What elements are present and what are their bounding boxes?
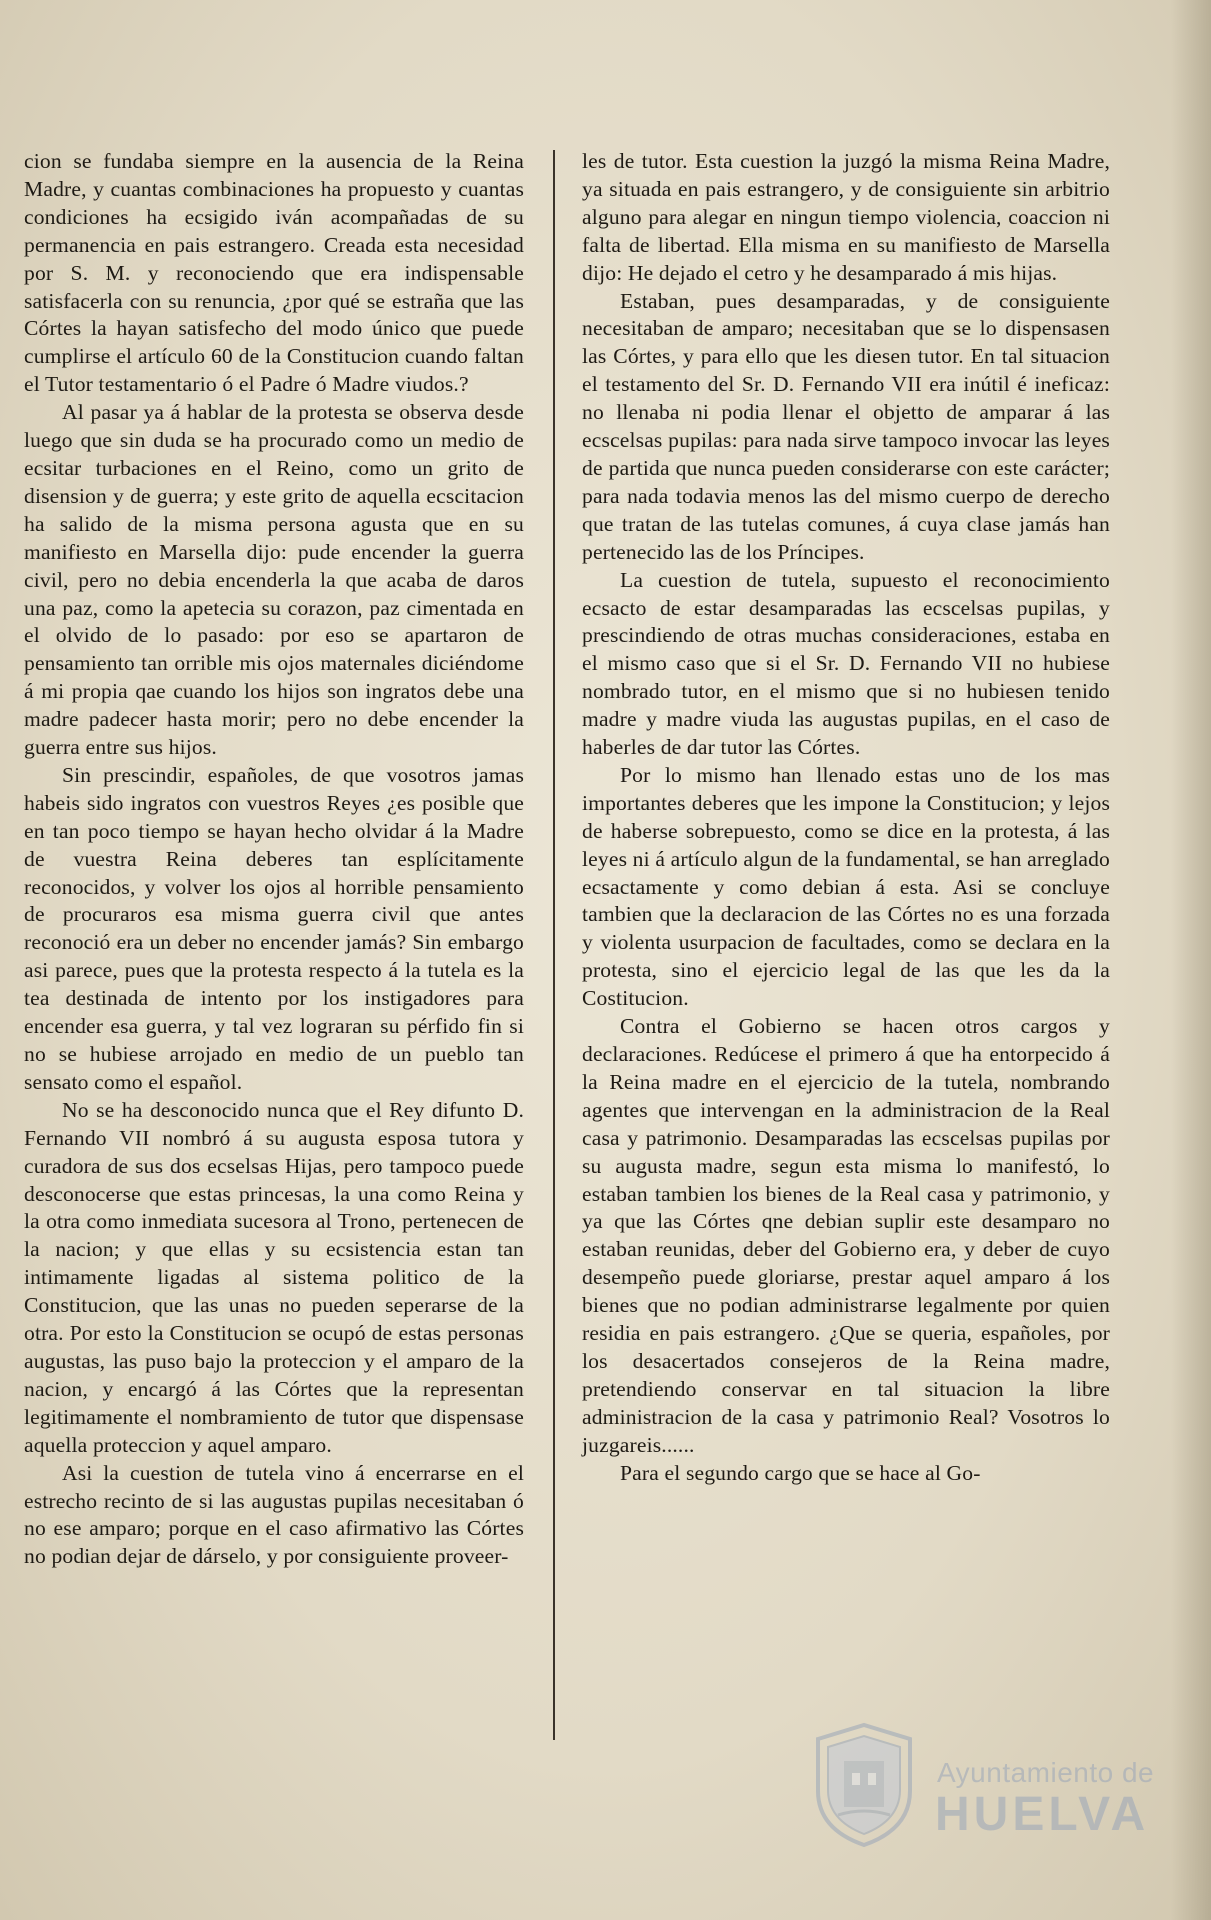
left-text-column xyxy=(24,148,524,1571)
watermark-top-line: Ayuntamiento de xyxy=(937,1757,1155,1788)
paragraph: Asi la cuestion de tutela vino á encerrarse en el estrecho recinto de si las augustas pupilas necesitaban ó no ese amparo; porque en el caso afirmativo las Córtes no podian dejar de dárselo, y por consiguiente proveer- xyxy=(24,1460,524,1569)
right-text-column xyxy=(582,148,1110,1488)
column-divider xyxy=(553,150,555,1740)
paragraph: Al pasar ya á hablar de la protesta se observa desde luego que sin duda se ha procurado como un medio de ecsitar turbaciones en el Reino, como un grito de disension y de guerra; y este grito de aquella ecscitacion ha salido de la misma persona agusta que en su manifiesto en Marsella dijo: pude encender la guerra civil, pero no debia encenderla la que acaba de daros una paz, como la apetecia su corazon, paz cimentada en el olvido de lo pasado: por eso se apartaron de pensamiento tan orrible mis ojos maternales diciéndome á mi propia qae cuando los hijos son ingratos debe una madre padecer hasta morir; pero no debe encender la guerra entre sus hijos. xyxy=(24,400,524,760)
paragraph: La cuestion de tutela, supuesto el reconocimiento ecsacto de estar desamparadas las ecscelsas pupilas, y prescindiendo de otras muchas consideraciones, estaba en el mismo caso que si el Sr. D. Fernando VII no hubiese nombrado tutor, en el mismo que si no hubiesen tenido madre y madre viuda las augustas pupilas, en el caso de haberles de dar tutor las Córtes. xyxy=(582,567,1110,760)
watermark-main-line: HUELVA xyxy=(935,1788,1150,1841)
watermark xyxy=(800,1715,1180,1865)
paragraph: Para el segundo cargo que se hace al Go- xyxy=(620,1460,981,1485)
paragraph: Contra el Gobierno se hacen otros cargos y declaraciones. Redúcese el primero á que ha entorpecido á la Reina madre en el ejercicio de la tutela, nombrando agentes que intervengan en la administracion de la Real casa y patrimonio. Desamparadas las ecscelsas pupilas por su augusta madre, segun esta misma lo manifestó, lo estaban tambien los bienes de la Real casa y patrimonio, y ya que las Córtes qne debian suplir este desamparo no estaban reunidas, deber del Gobierno era, y deber de cuyo desempeño puede gloriarse, prestar aquel amparo á los bienes que no podian administrarse legalmente por quien residia en pais estrangero. ¿Que se queria, españoles, por los desacertados consejeros de la Reina madre, pretendiendo conservar en tal situacion la libre administracion de la casa y patrimonio Real? Vosotros lo juzgareis...... xyxy=(582,1014,1110,1457)
paragraph: Por lo mismo han llenado estas uno de los mas importantes deberes que les impone la Constitucion; y lejos de haberse sobrepuesto, como se dice en la protesta, á las leyes ni á artículo algun de la fundamental, se han arreglado ecsactamente y como debian á esta. Asi se concluye tambien que la declaracion de las Córtes no es una forzada y violenta usurpacion de facultades, como se declara en la protesta, sino el ejercicio legal de las que les da la Costitucion. xyxy=(582,762,1110,1011)
paragraph: cion se fundaba siempre en la ausencia de la Reina Madre, y cuantas combinaciones ha propuesto y cuantas condiciones ha ecsigido iván acompañadas de su permanencia en pais estrangero. Creada esta necesidad por S. M. y reconociendo que era indispensable satisfacerla con su renuncia, ¿por qué se estraña que las Córtes la hayan satisfecho del modo único que puede cumplirse el artículo 60 de la Constitucion cuando faltan el Tutor testamentario ó el Padre ó Madre viudos.? xyxy=(24,149,524,397)
paragraph: les de tutor. Esta cuestion la juzgó la misma Reina Madre, ya situada en pais estrangero, y de consiguiente sin arbitrio alguno para alegar en ningun tiempo violencia, coaccion ni falta de libertad. Ella misma en su manifiesto de Marsella dijo: He dejado el cetro y he desamparado á mis hijas. xyxy=(582,149,1110,285)
coat-of-arms-icon xyxy=(808,1721,920,1849)
paragraph: No se ha desconocido nunca que el Rey difunto D. Fernando VII nombró á su augusta esposa tutora y curadora de sus dos ecselsas Hijas, pero tampoco puede desconocerse que estas princesas, la una como Reina y la otra como inmediata sucesora al Trono, pertenecen de la nacion; y que ellas y su ecsistencia estan tan intimamente ligadas al sistema politico de la Constitucion, que las unas no pueden seperarse de la otra. Por esto la Constitucion se ocupó de estas personas augustas, las puso bajo la proteccion y el amparo de la nacion, y encargó á las Córtes que la representan legitimamente el nombramiento de tutor que dispensase aquella proteccion y aquel amparo. xyxy=(24,1097,524,1457)
page-edge-shadow xyxy=(1171,0,1211,1920)
paragraph: Estaban, pues desamparadas, y de consiguiente necesitaban de amparo; necesitaban que se lo dispensasen las Córtes, y para ello que les diesen tutor. En tal situacion el testamento del Sr. D. Fernando VII era inútil é ineficaz: no llenaba ni podia llenar el objetto de amparar á las ecscelsas pupilas: para nada sirve tampoco invocar las leyes de partida que nunca pueden considerarse con este carácter; para nada todavia menos las del mismo cuerpo de derecho que tratan de las tutelas comunes, á cuya clase jamás han pertenecido las de los Príncipes. xyxy=(582,288,1110,564)
paragraph: Sin prescindir, españoles, de que vosotros jamas habeis sido ingratos con vuestros Reyes ¿es posible que en tan poco tiempo se hayan hecho olvidar á la Madre de vuestra Reina deberes tan esplícitamente reconocidos, y volver los ojos al horrible pensamiento de procuraros esa misma guerra civil que antes reconoció era un deber no encender jamás? Sin embargo asi parece, pues que la protesta respecto á la tutela es la tea destinada de intento por los instigadores para encender esa guerra, y tal vez lograran su pérfido fin si no se hubiese arrojado en medio de un pueblo tan sensato como el español. xyxy=(24,762,524,1094)
